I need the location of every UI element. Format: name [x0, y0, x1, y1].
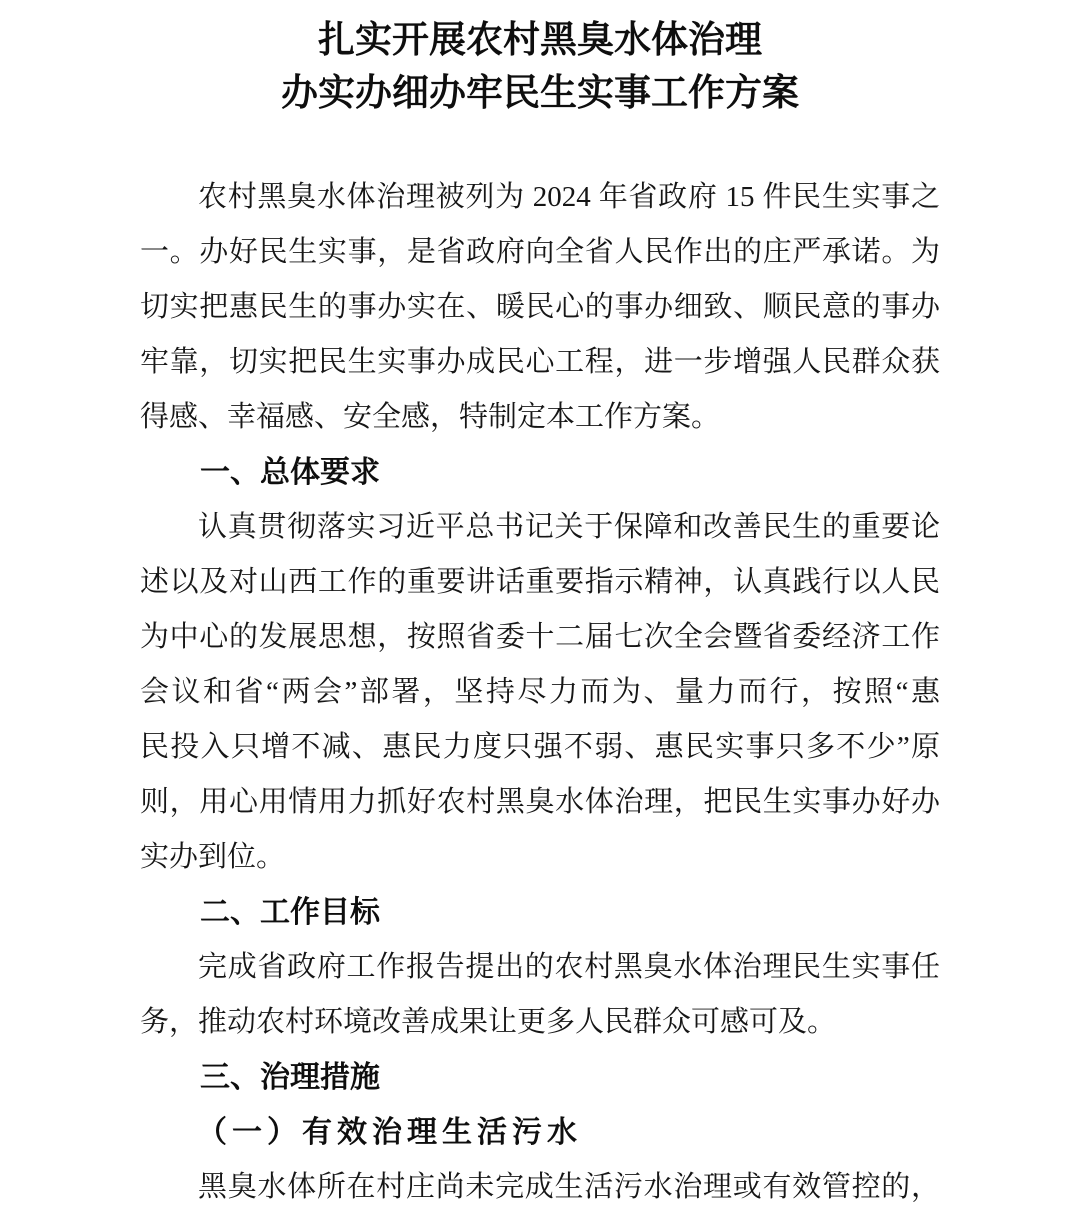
title-line: 办实办细办牢民生实事工作方案: [281, 73, 799, 114]
text-line: 述以及对山西工作的重要讲话重要指示精神，认真践行以人民: [140, 566, 940, 598]
title-line: 扎实开展农村黑臭水体治理: [318, 20, 762, 61]
text-line: 为中心的发展思想，按照省委十二届七次全会暨省委经济工作: [140, 621, 940, 653]
text-line: 农村黑臭水体治理被列为 2024 年省政府 15 件民生实事之: [198, 181, 940, 213]
text-line: 认真贯彻落实习近平总书记关于保障和改善民生的重要论: [198, 511, 940, 543]
text-line: 切实把惠民生的事办实在、暖民心的事办细致、顺民意的事办: [140, 291, 940, 323]
text-line: 牢靠，切实把民生实事办成民心工程，进一步增强人民群众获: [140, 346, 940, 378]
text-line: 会议和省“两会”部署，坚持尽力而为、量力而行，按照“惠: [140, 676, 940, 708]
text-line: 完成省政府工作报告提出的农村黑臭水体治理民生实事任: [198, 951, 940, 983]
text-line: 则，用心用情用力抓好农村黑臭水体治理，把民生实事办好办: [140, 786, 940, 818]
text-line: 实办到位。: [140, 841, 286, 873]
text-line: 一。办好民生实事，是省政府向全省人民作出的庄严承诺。为: [140, 236, 940, 268]
text-line: 得感、幸福感、安全感，特制定本工作方案。: [140, 401, 721, 433]
sub-section-heading: （一）有效治理生活污水: [197, 1116, 582, 1149]
text-line: 黑臭水体所在村庄尚未完成生活污水治理或有效管控的，: [198, 1171, 940, 1203]
text-line: 务，推动农村环境改善成果让更多人民群众可感可及。: [140, 1006, 837, 1038]
text-line: 民投入只增不减、惠民力度只强不弱、惠民实事只多不少”原: [140, 731, 940, 763]
document-body: [140, 170, 940, 1215]
section-heading: 二、工作目标: [200, 896, 380, 929]
document-title: [140, 14, 940, 120]
section-heading: 三、治理措施: [200, 1061, 380, 1094]
section-heading: 一、总体要求: [200, 456, 380, 489]
